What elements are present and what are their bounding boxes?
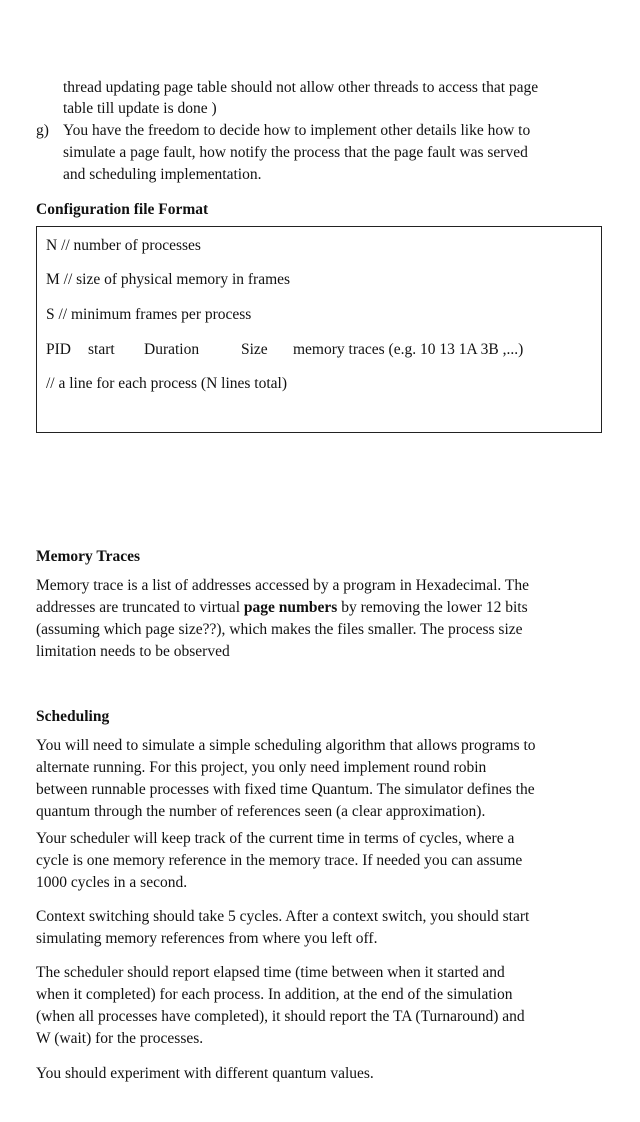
- memory-traces-line-2-pre: addresses are truncated to virtual: [36, 599, 244, 616]
- scheduling-p1-line-2: alternate running. For this project, you only need implement round robin: [36, 759, 487, 776]
- list-item-g-line-3: and scheduling implementation.: [63, 166, 262, 183]
- scheduling-p1-line-1: You will need to simulate a simple scheduling algorithm that allows programs to: [36, 737, 536, 754]
- scheduling-p2-line-1: Your scheduler will keep track of the current time in terms of cycles, where a: [36, 830, 515, 847]
- memory-traces-heading: Memory Traces: [36, 548, 141, 565]
- config-line-s: S // minimum frames per process: [46, 306, 252, 323]
- config-format-box: [36, 226, 602, 433]
- list-item-g-line-1: You have the freedom to decide how to implement other details like how to: [63, 122, 531, 139]
- scheduling-p1-line-4: quantum through the number of references seen (a clear approximation).: [36, 803, 486, 820]
- memory-traces-line-2: [36, 597, 528, 619]
- page-numbers-term: page numbers: [243, 599, 338, 616]
- list-item-g-line-2: simulate a page fault, how notify the process that the page fault was served: [63, 144, 528, 161]
- scheduling-p4-line-3: (when all processes have completed), it should report the TA (Turnaround) and: [36, 1008, 525, 1025]
- memory-traces-line-1: Memory trace is a list of addresses accessed by a program in Hexadecimal. The: [36, 577, 529, 594]
- list-continuation-line-1: thread updating page table should not allow other threads to access that page: [63, 79, 539, 96]
- list-item-marker-g: g): [36, 122, 49, 139]
- config-line-n: N // number of processes: [46, 237, 201, 254]
- config-line-m: M // size of physical memory in frames: [46, 271, 291, 288]
- scheduling-p2-line-2: cycle is one memory reference in the memory trace. If needed you can assume: [36, 852, 523, 869]
- memory-traces-line-4: limitation needs to be observed: [36, 643, 230, 660]
- scheduling-p3-line-2: simulating memory references from where you left off.: [36, 930, 378, 947]
- field-pid: PID: [46, 341, 71, 358]
- field-start: start: [88, 341, 115, 358]
- config-line-note: // a line for each process (N lines total): [46, 375, 288, 392]
- scheduling-heading: Scheduling: [36, 708, 110, 725]
- scheduling-p5-line-1: You should experiment with different quantum values.: [36, 1065, 374, 1082]
- scheduling-p1-line-3: between runnable processes with fixed time Quantum. The simulator defines the: [36, 781, 535, 798]
- field-memory-traces: memory traces (e.g. 10 13 1A 3B ,...): [293, 341, 524, 358]
- config-heading: Configuration file Format: [36, 201, 209, 218]
- memory-traces-line-2-post: by removing the lower 12 bits: [337, 599, 528, 616]
- field-size: Size: [241, 341, 268, 358]
- scheduling-p4-line-1: The scheduler should report elapsed time (time between when it started and: [36, 964, 505, 981]
- scheduling-p4-line-4: W (wait) for the processes.: [36, 1030, 204, 1047]
- scheduling-p3-line-1: Context switching should take 5 cycles. After a context switch, you should start: [36, 908, 530, 925]
- memory-traces-line-3: (assuming which page size??), which makes the files smaller. The process size: [36, 621, 523, 638]
- scheduling-p4-line-2: when it completed) for each process. In addition, at the end of the simulation: [36, 986, 513, 1003]
- list-continuation-line-2: table till update is done ): [63, 100, 217, 117]
- config-line-fields: [46, 339, 523, 361]
- scheduling-p2-line-3: 1000 cycles in a second.: [36, 874, 188, 891]
- field-duration: Duration: [144, 341, 200, 358]
